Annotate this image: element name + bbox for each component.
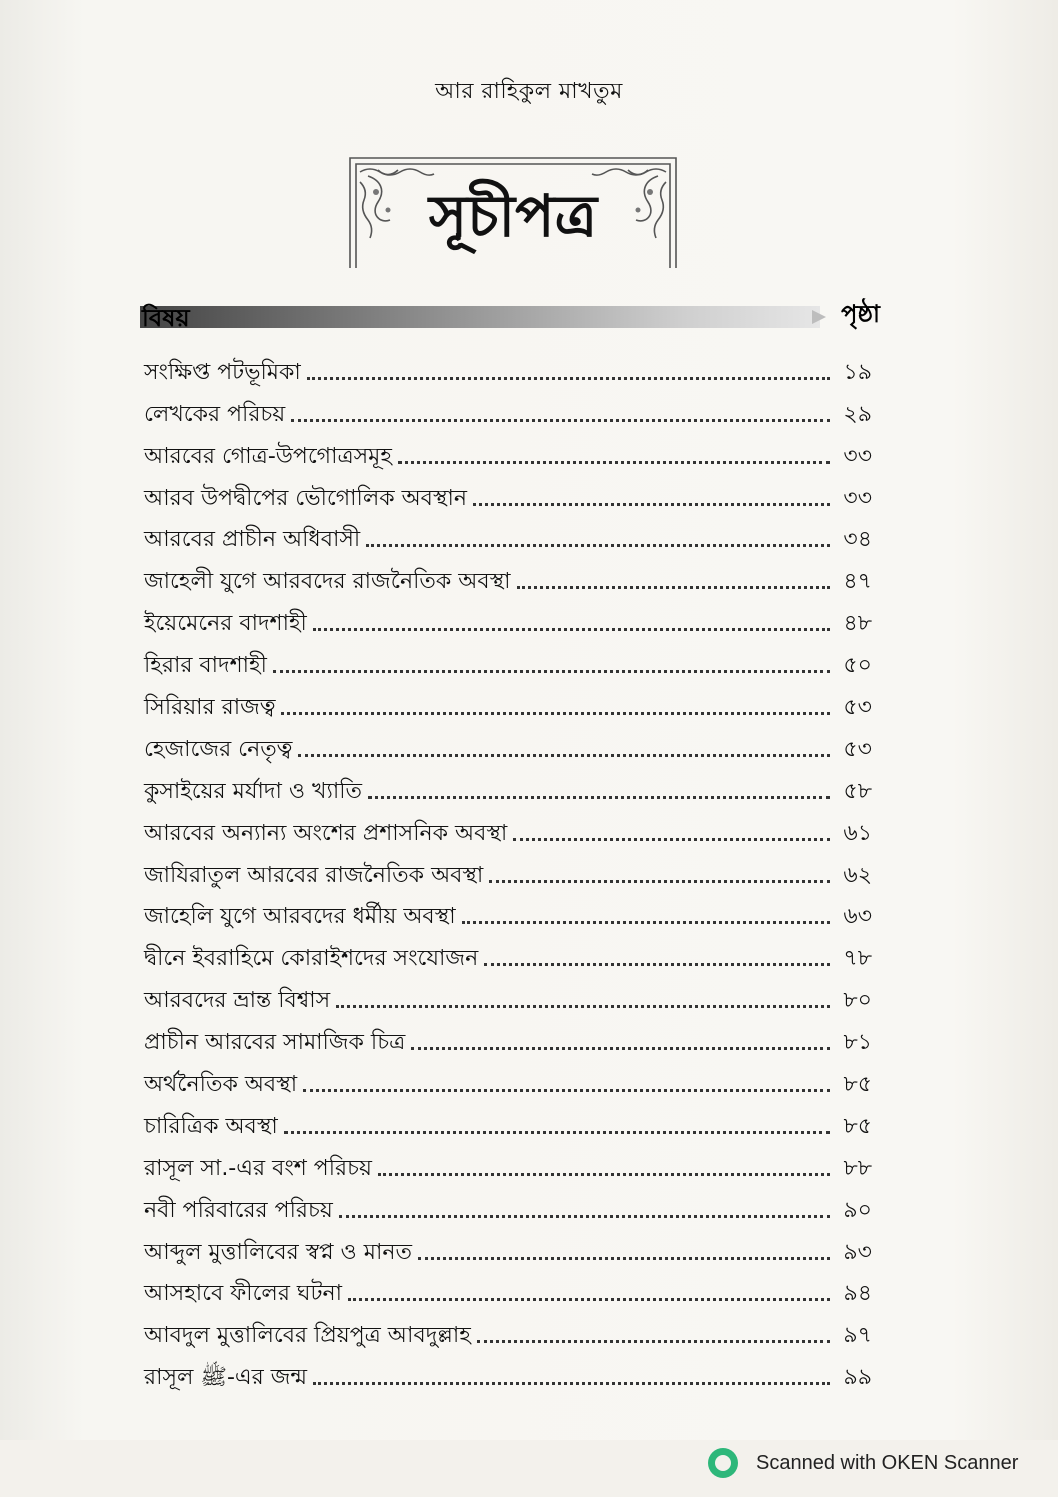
toc-entry <box>144 345 872 387</box>
toc-entry-title: আরব উপদ্বীপের ভৌগোলিক অবস্থান <box>144 485 468 511</box>
dot-leader <box>336 1005 830 1008</box>
toc-entry <box>144 554 872 596</box>
toc-entry <box>144 1183 872 1225</box>
toc-entry-title: আসহাবে ফীলের ঘটনা <box>144 1281 342 1307</box>
toc-entry-title: অর্থনৈতিক অবস্থা <box>144 1072 298 1098</box>
dot-leader <box>411 1047 830 1050</box>
header-page-label: পৃষ্ঠা <box>841 300 880 328</box>
arrow-right-icon <box>812 310 826 324</box>
toc-entry <box>144 680 872 722</box>
toc-entry-title: হিরার বাদশাহী <box>144 653 267 679</box>
dot-leader <box>473 503 830 506</box>
dot-leader <box>517 586 830 589</box>
toc-entry <box>144 1267 872 1309</box>
toc-entry-title: সংক্ষিপ্ত পটভূমিকা <box>144 359 301 385</box>
dot-leader <box>462 921 830 924</box>
toc-entry <box>144 1141 872 1183</box>
dot-leader <box>273 670 830 673</box>
header-subject-label: বিষয় <box>142 304 190 332</box>
toc-entry <box>144 596 872 638</box>
toc-entry-page: ৫৩ <box>843 736 872 762</box>
toc-entry <box>144 722 872 764</box>
dot-leader <box>291 419 830 422</box>
toc-entry-page: ৪৮ <box>843 611 872 637</box>
toc-entry-page: ৬২ <box>843 862 872 888</box>
title-ornament-frame <box>348 152 678 270</box>
toc-entry-title: জাযিরাতুল আরবের রাজনৈতিক অবস্থা <box>144 862 484 888</box>
toc-entry <box>144 1350 872 1392</box>
toc-entry-page: ৩৩ <box>843 485 872 511</box>
toc-entry <box>144 973 872 1015</box>
toc-entry-page: ৫৩ <box>843 695 872 721</box>
oken-scanner-logo-icon <box>708 1448 738 1478</box>
toc-entry-page: ৬১ <box>843 820 872 846</box>
toc-entry-title: আব্দুল মুত্তালিবের স্বপ্ন ও মানত <box>144 1239 412 1265</box>
page-title: সূচীপত্র <box>428 182 598 250</box>
toc-entry <box>144 1099 872 1141</box>
toc-entry-title: জাহেলী যুগে আরবদের রাজনৈতিক অবস্থা <box>144 569 511 595</box>
dot-leader <box>484 963 830 966</box>
toc-entry-page: ৩৪ <box>843 527 872 553</box>
dot-leader <box>339 1215 830 1218</box>
toc-entry-page: ৮৫ <box>843 1113 872 1139</box>
toc-entry-page: ৩৩ <box>843 443 872 469</box>
toc-entry-title: চারিত্রিক অবস্থা <box>144 1113 278 1139</box>
toc-entry-title: জাহেলি যুগে আরবদের ধর্মীয় অবস্থা <box>144 904 456 930</box>
dot-leader <box>513 838 830 841</box>
scanner-watermark <box>708 1443 1018 1483</box>
toc-entry-page: ৪৭ <box>843 569 872 595</box>
toc-entry-title: কুসাইয়ের মর্যাদা ও খ্যাতি <box>144 778 363 804</box>
header-gradient-band <box>140 306 820 328</box>
toc-entry <box>144 931 872 973</box>
toc-entry <box>144 1015 872 1057</box>
toc-entry <box>144 1308 872 1350</box>
toc-entry-page: ৮১ <box>843 1030 872 1056</box>
toc-entry-title: রাসূল সা.-এর বংশ পরিচয় <box>144 1155 372 1181</box>
toc-entry <box>144 513 872 555</box>
dot-leader <box>307 377 830 380</box>
toc-entry-title: রাসূল ﷺ-এর জন্ম <box>144 1365 308 1391</box>
toc-entry <box>144 764 872 806</box>
toc-entry <box>144 848 872 890</box>
toc-entry-page: ১৯ <box>843 359 872 385</box>
toc-entry <box>144 387 872 429</box>
toc-entry-page: ৫৮ <box>843 778 872 804</box>
watermark-text: Scanned with OKEN Scanner <box>756 1451 1019 1474</box>
toc-entry <box>144 806 872 848</box>
toc-entry-page: ৮৫ <box>843 1072 872 1098</box>
toc-entry-title: আরবদের ভ্রান্ত বিশ্বাস <box>144 988 331 1014</box>
dot-leader <box>284 1131 830 1134</box>
running-head: আর রাহিকুল মাখতুম <box>435 79 623 104</box>
toc-entry-title: দ্বীনে ইবরাহিমে কোরাইশদের সংযোজন <box>144 946 479 972</box>
toc-entry <box>144 890 872 932</box>
dot-leader <box>281 712 830 715</box>
dot-leader <box>366 544 830 547</box>
toc-entry-page: ৯৭ <box>843 1323 872 1349</box>
table-of-contents <box>144 345 872 1392</box>
dot-leader <box>313 628 830 631</box>
toc-entry-page: ৯০ <box>843 1197 872 1223</box>
toc-entry <box>144 1057 872 1099</box>
toc-entry-page: ৯৪ <box>843 1281 872 1307</box>
toc-entry-title: আরবের প্রাচীন অধিবাসী <box>144 527 361 553</box>
toc-entry-title: হেজাজের নেতৃত্ব <box>144 736 293 762</box>
toc-entry <box>144 471 872 513</box>
toc-entry-page: ৮৮ <box>843 1155 872 1181</box>
toc-entry-page: ৭৮ <box>843 946 872 972</box>
dot-leader <box>489 880 830 883</box>
toc-entry-page: ২৯ <box>843 401 872 427</box>
dot-leader <box>298 754 830 757</box>
toc-entry-page: ৮০ <box>843 988 872 1014</box>
dot-leader <box>378 1173 830 1176</box>
toc-entry-title: সিরিয়ার রাজত্ব <box>144 695 276 721</box>
toc-entry-title: প্রাচীন আরবের সামাজিক চিত্র <box>144 1030 406 1056</box>
toc-entry-title: ইয়েমেনের বাদশাহী <box>144 611 307 637</box>
toc-entry <box>144 429 872 471</box>
dot-leader <box>348 1298 830 1301</box>
dot-leader <box>398 461 830 464</box>
dot-leader <box>477 1340 830 1343</box>
toc-entry-page: ৬৩ <box>843 904 872 930</box>
dot-leader <box>303 1089 830 1092</box>
dot-leader <box>418 1257 830 1260</box>
toc-entry-title: আবদুল মুত্তালিবের প্রিয়পুত্র আবদুল্লাহ <box>144 1323 471 1349</box>
toc-entry-page: ৫০ <box>843 653 872 679</box>
toc-entry-page: ৯৯ <box>843 1365 872 1391</box>
toc-entry-title: আরবের গোত্র-উপগোত্রসমূহ <box>144 443 392 469</box>
toc-entry-title: লেখকের পরিচয় <box>144 401 286 427</box>
toc-entry-title: আরবের অন্যান্য অংশের প্রশাসনিক অবস্থা <box>144 820 508 846</box>
toc-entry-title: নবী পরিবারের পরিচয় <box>144 1197 333 1223</box>
dot-leader <box>313 1382 830 1385</box>
toc-entry <box>144 1225 872 1267</box>
toc-entry <box>144 638 872 680</box>
toc-entry-page: ৯৩ <box>843 1239 872 1265</box>
dot-leader <box>368 796 830 799</box>
toc-header-bar <box>140 292 880 336</box>
